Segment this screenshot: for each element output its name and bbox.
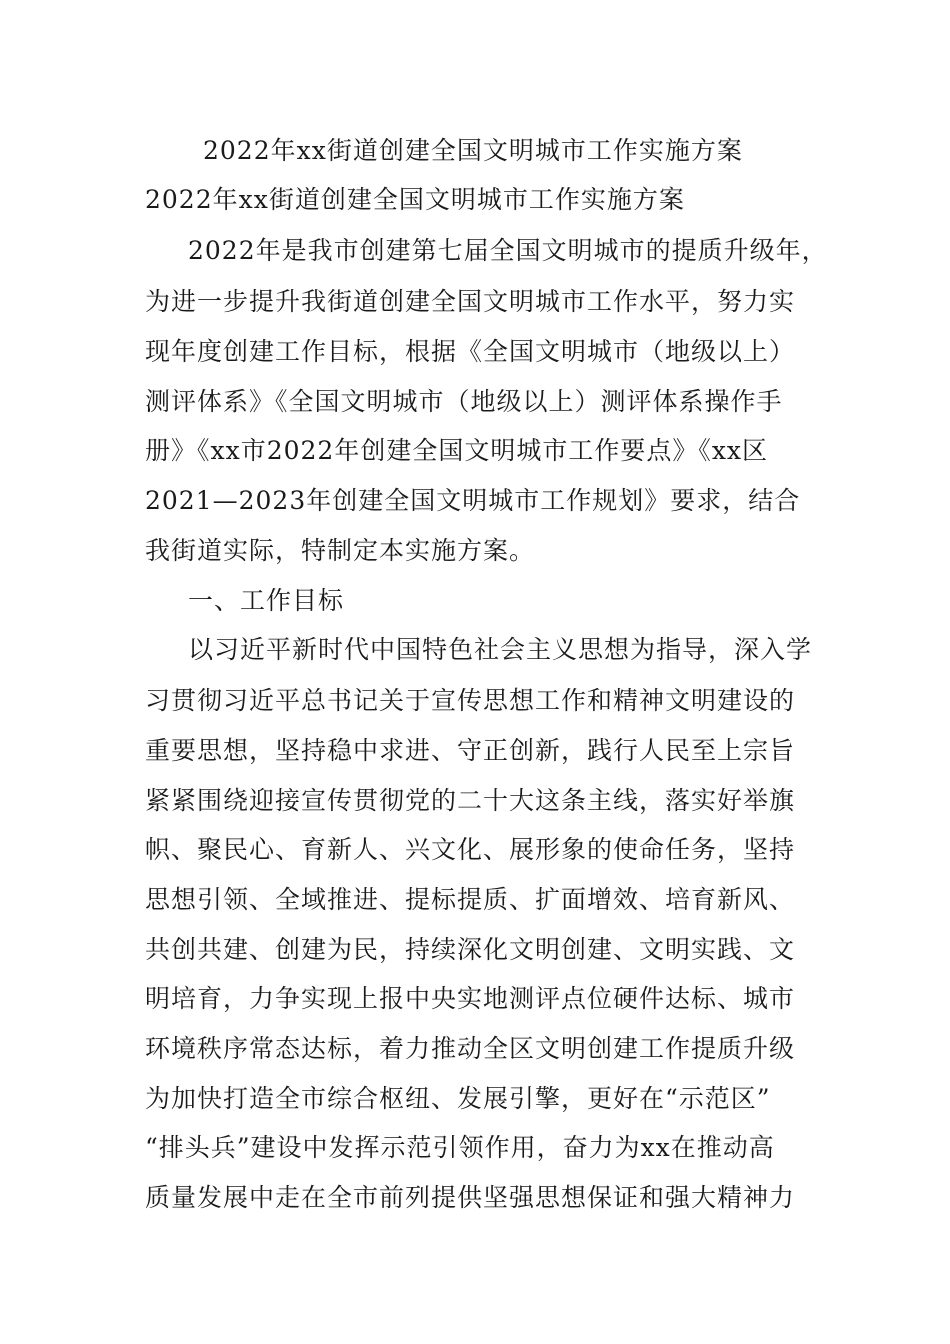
- intro-line: 测评体系》《全国文明城市（地级以上）测评体系操作手: [145, 387, 783, 416]
- intro-line: 现年度创建工作目标，根据《全国文明城市（地级以上）: [145, 337, 796, 366]
- intro-line: 2021—2023年创建全国文明城市工作规划》要求，结合: [145, 486, 801, 515]
- section-line: 共创共建、创建为民，持续深化文明创建、文明实践、文: [145, 935, 796, 964]
- intro-line: 我街道实际，特制定本实施方案。: [145, 536, 536, 565]
- section-line: 环境秩序常态达标，着力推动全区文明创建工作提质升级: [145, 1034, 796, 1063]
- section-line: 习贯彻习近平总书记关于宣传思想工作和精神文明建设的: [145, 686, 796, 715]
- section-line: 为加快打造全市综合枢纽、发展引擎，更好在“示范区”: [145, 1084, 771, 1113]
- section-line: 紧紧围绕迎接宣传贯彻党的二十大这条主线，落实好举旗: [145, 786, 796, 815]
- section-line: 质量发展中走在全市前列提供坚强思想保证和强大精神力: [145, 1183, 796, 1212]
- section-line: 明培育，力争实现上报中央实地测评点位硬件达标、城市: [145, 984, 796, 1013]
- section-line: 重要思想，坚持稳中求进、守正创新，践行人民至上宗旨: [145, 736, 796, 765]
- section-heading: 一、工作目标: [188, 586, 345, 615]
- document-subtitle: 2022年xx街道创建全国文明城市工作实施方案: [145, 185, 685, 214]
- section-line: 以习近平新时代中国特色社会主义思想为指导，深入学: [188, 635, 813, 664]
- section-line: 帜、聚民心、育新人、兴文化、展形象的使命任务，坚持: [145, 835, 796, 864]
- section-line: “排头兵”建设中发挥示范引领作用，奋力为xx在推动高: [145, 1133, 775, 1162]
- intro-line: 2022年是我市创建第七届全国文明城市的提质升级年，: [188, 236, 828, 265]
- document-title: 2022年xx街道创建全国文明城市工作实施方案: [203, 136, 743, 165]
- section-line: 思想引领、全域推进、提标提质、扩面增效、培育新风、: [145, 885, 796, 914]
- intro-line: 为进一步提升我街道创建全国文明城市工作水平，努力实: [145, 287, 796, 316]
- intro-line: 册》《xx市2022年创建全国文明城市工作要点》《xx区: [145, 436, 769, 465]
